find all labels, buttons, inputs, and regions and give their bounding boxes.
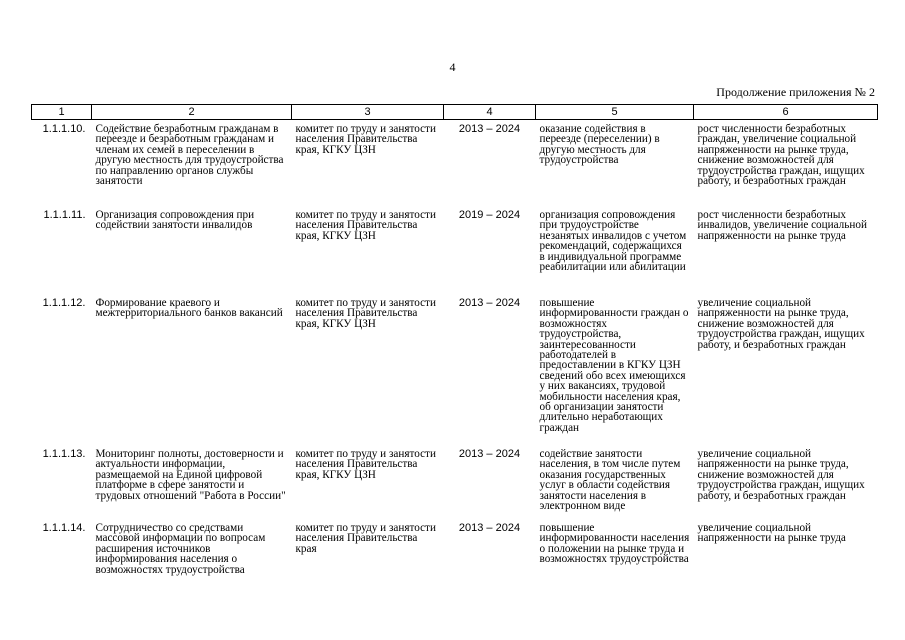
column-header: 1 bbox=[32, 105, 92, 120]
measures-table bbox=[31, 104, 878, 593]
non-implementation-consequence: увеличение социальной напряженности на рынке труда bbox=[697, 522, 846, 545]
page-number: 4 bbox=[449, 60, 456, 74]
period: 2013 – 2024 bbox=[458, 297, 521, 309]
row-number: 1.1.1.11. bbox=[43, 209, 86, 221]
measure-name: Сотрудничество со средствами массовой информации по вопросам расширения источников информирования населения о возможностях трудоустройства bbox=[95, 522, 266, 576]
row-number: 1.1.1.13. bbox=[42, 448, 86, 460]
column-header: 4 bbox=[444, 105, 536, 120]
measure-name: Содействие безработным гражданам в переезде и безработным гражданам и членам их семей в переселении в другую местность для трудоустройства по направлению органов службы занятости bbox=[95, 123, 284, 188]
executor: комитет по труду и занятости населения Правительства края, КГКУ ЦЗН bbox=[295, 297, 436, 330]
expected-result: повышение информированности населения о положении на рынке труда и возможностях трудоустройства bbox=[539, 522, 690, 566]
row-number: 1.1.1.14. bbox=[42, 522, 86, 534]
table-row bbox=[32, 120, 878, 207]
column-header: 5 bbox=[536, 105, 694, 120]
non-implementation-consequence: увеличение социальной напряженности на рынке труда, снижение возможностей для трудоустройства граждан, ищущих работу, и безработных граждан bbox=[697, 297, 865, 351]
column-header: 2 bbox=[92, 105, 292, 120]
measure-name: Формирование краевого и межтерриториального банков вакансий bbox=[95, 297, 283, 320]
row-number: 1.1.1.10. bbox=[42, 123, 86, 135]
table-header bbox=[32, 105, 878, 120]
period: 2019 – 2024 bbox=[458, 209, 521, 221]
appendix-continuation-label: Продолжение приложения № 2 bbox=[716, 85, 875, 99]
table-row bbox=[32, 294, 878, 445]
header-row bbox=[32, 105, 878, 120]
table-row bbox=[32, 206, 878, 294]
expected-result: организация сопровождения при трудоустройстве незанятых инвалидов с учетом рекомендаций, содержащихся в индивидуальной программе реабилитации или абилитации bbox=[539, 209, 687, 274]
expected-result: оказание содействия в переезде (переселении) в другую местность для трудоустройства bbox=[539, 123, 660, 167]
expected-result: содействие занятости населения, в том числе путем оказания государственных услуг в области содействия занятости населения в электронном виде bbox=[539, 448, 681, 513]
executor: комитет по труду и занятости населения Правительства края, КГКУ ЦЗН bbox=[295, 448, 436, 481]
executor: комитет по труду и занятости населения Правительства края bbox=[295, 522, 436, 555]
measure-name: Мониторинг полноты, достоверности и актуальности информации, размещаемой на Единой цифровой платформе в сфере занятости и трудовых отношений "Работа в России" bbox=[95, 448, 286, 502]
period: 2013 – 2024 bbox=[458, 448, 521, 460]
executor: комитет по труду и занятости населения Правительства края, КГКУ ЦЗН bbox=[295, 123, 436, 156]
row-number: 1.1.1.12. bbox=[42, 297, 86, 309]
non-implementation-consequence: увеличение социальной напряженности на рынке труда, снижение возможностей для трудоустройства граждан, ищущих работу, и безработных граждан bbox=[697, 448, 865, 502]
non-implementation-consequence: рост численности безработных граждан, увеличение социальной напряженности на рынке труда, снижение возможностей для трудоустройства граждан, ищущих работу, и безработных граждан bbox=[697, 123, 865, 188]
period: 2013 – 2024 bbox=[458, 522, 521, 534]
executor: комитет по труду и занятости населения Правительства края, КГКУ ЦЗН bbox=[295, 209, 436, 242]
period: 2013 – 2024 bbox=[458, 123, 521, 135]
table-row bbox=[32, 445, 878, 519]
table-body bbox=[32, 120, 878, 594]
column-header: 6 bbox=[694, 105, 878, 120]
measure-name: Организация сопровождения при содействии занятости инвалидов bbox=[95, 209, 255, 232]
table-row bbox=[32, 519, 878, 593]
expected-result: повышение информированности граждан о возможностях трудоустройства, заинтересованности работодателей в предоставлении в КГКУ ЦЗН сведений обо всех имеющихся у них вакансиях, трудовой мобильности населения края, об организации занятости длительно неработающих граждан bbox=[539, 297, 689, 434]
non-implementation-consequence: рост численности безработных инвалидов, увеличение социальной напряженности на рынке труда bbox=[697, 209, 867, 242]
column-header: 3 bbox=[292, 105, 444, 120]
